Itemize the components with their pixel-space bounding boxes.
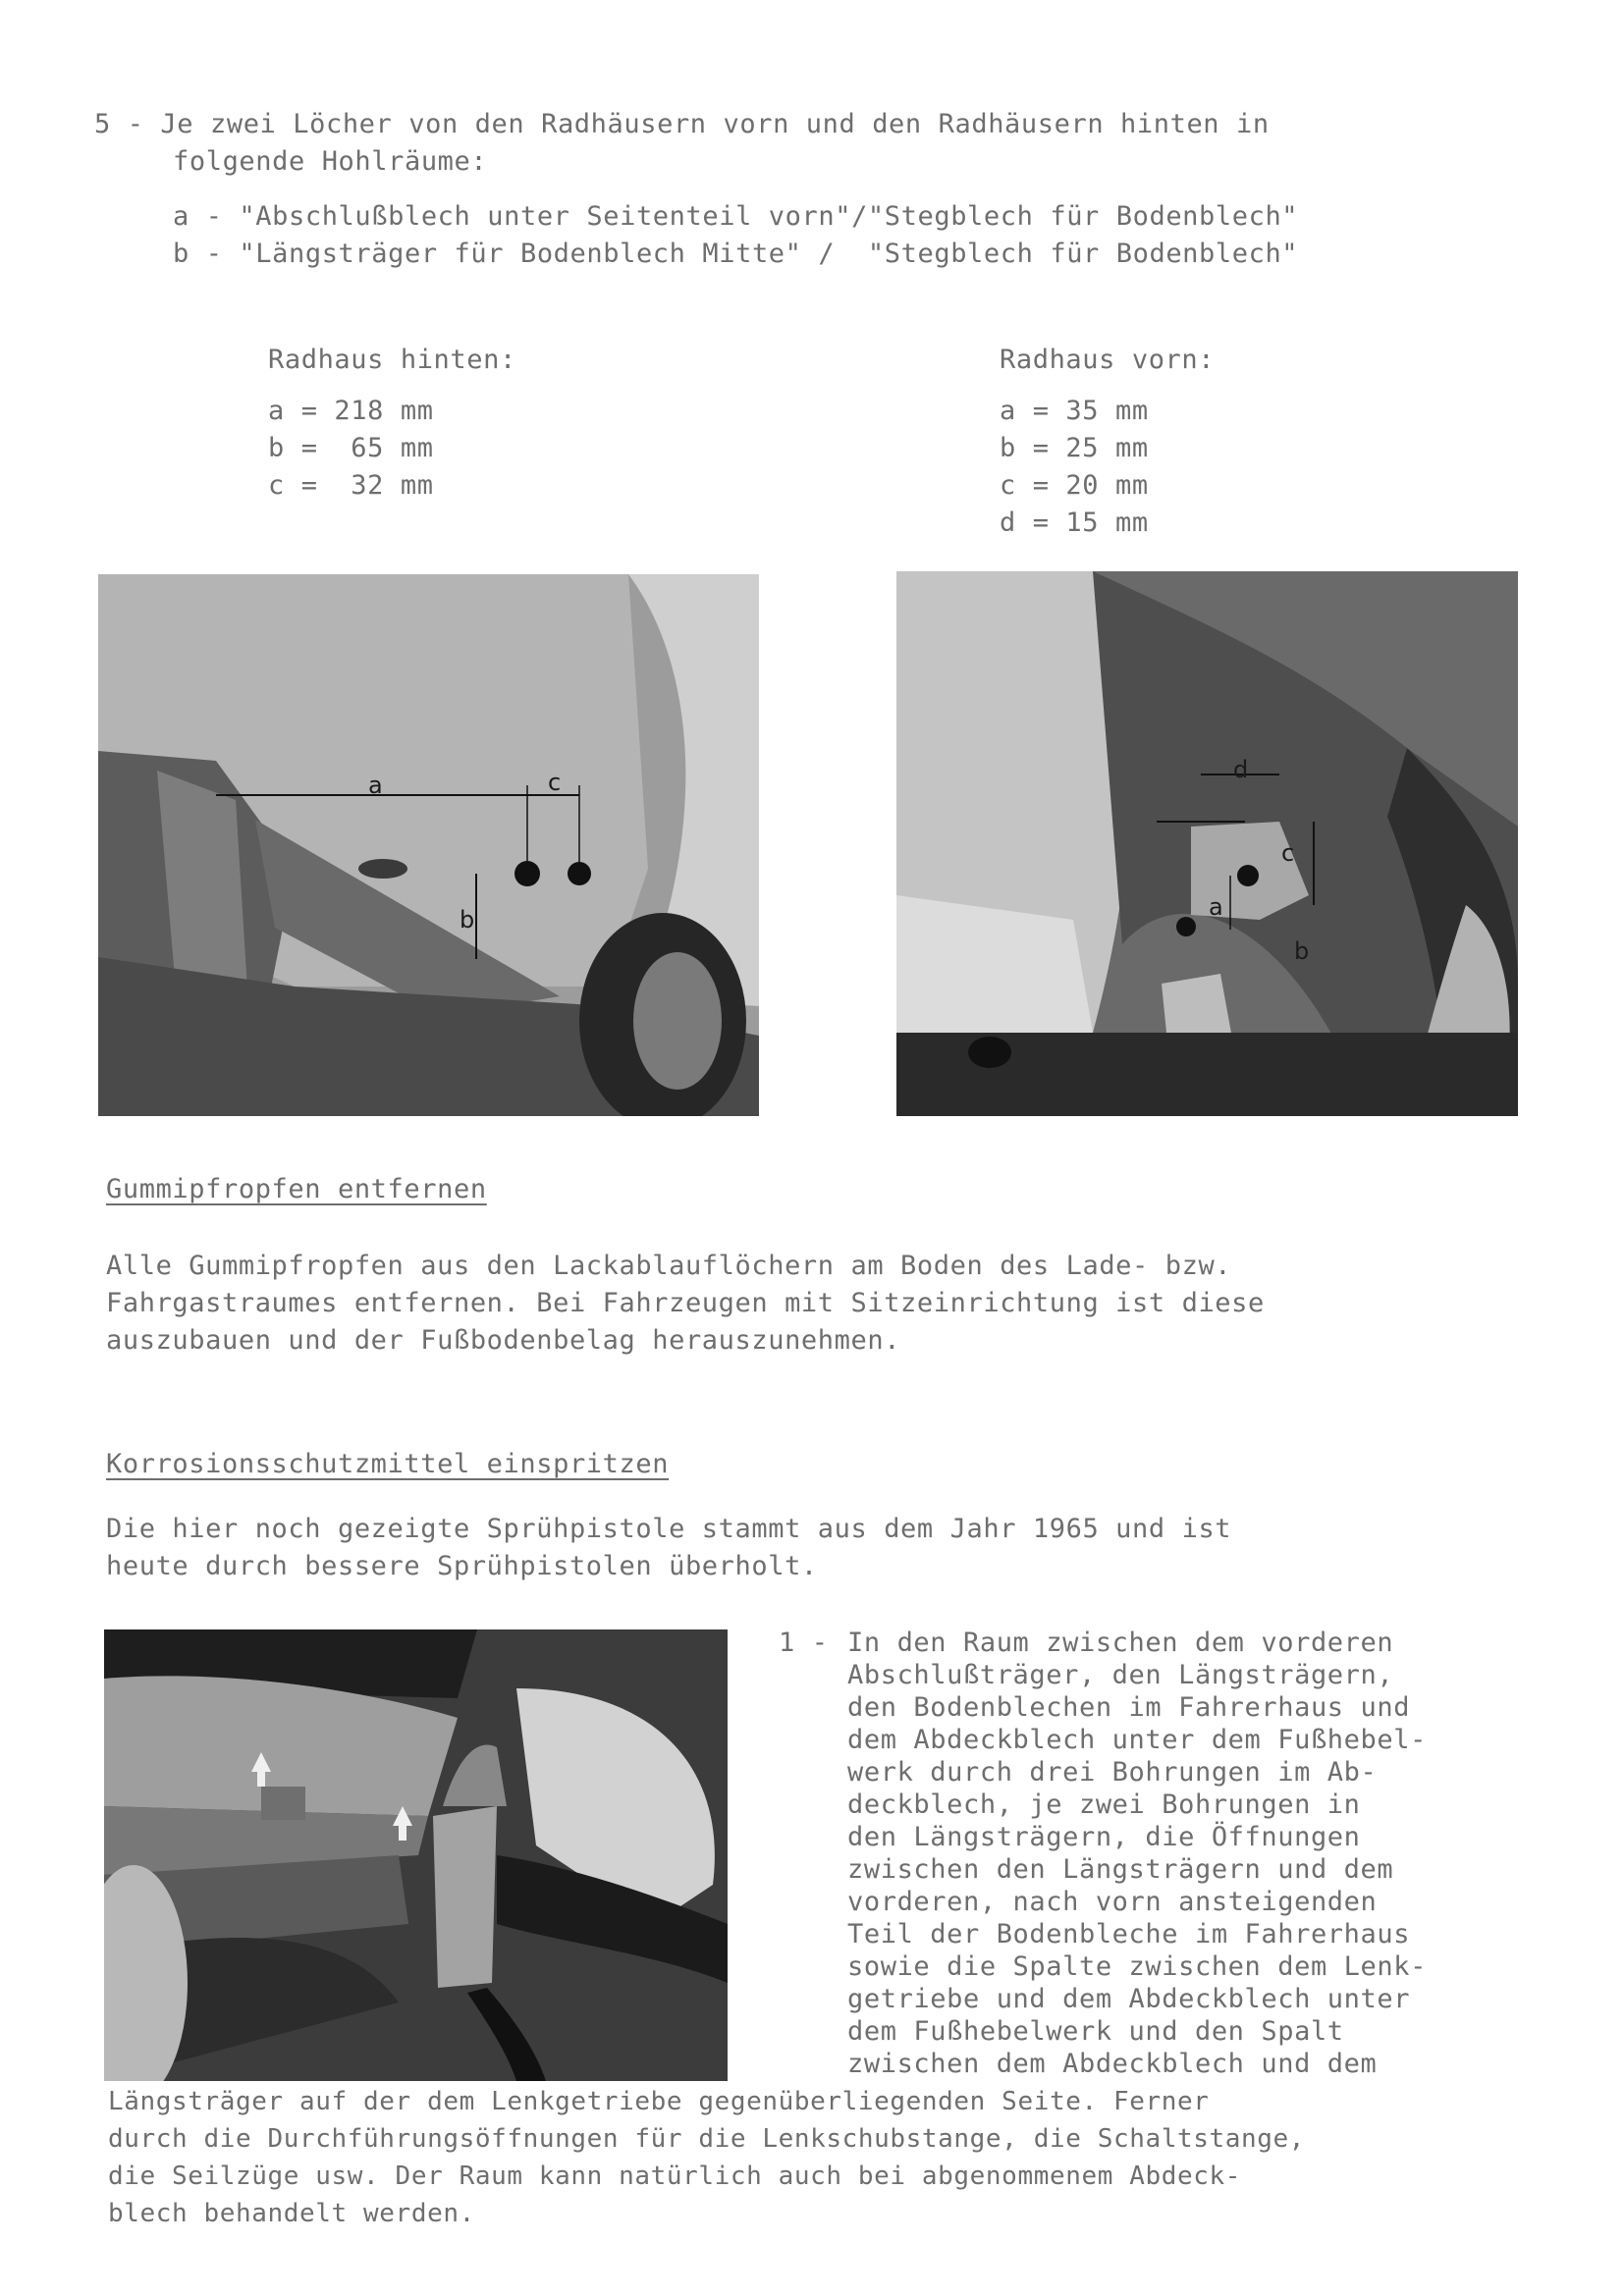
step1-full-line: blech behandelt werden.	[108, 2199, 475, 2228]
front-photo-label-b: b	[1294, 937, 1310, 965]
step1-side-line: dem Fußhebelwerk und den Spalt	[847, 2016, 1344, 2047]
step1-number: 1 -	[779, 1628, 829, 1658]
step1-side-line: In den Raum zwischen dem vorderen	[847, 1628, 1394, 1658]
step1-full-line: Längsträger auf der dem Lenkgetriebe gegenüberliegenden Seite. Ferner	[108, 2087, 1210, 2116]
spray-gun-photo	[104, 1629, 728, 2081]
front-measure-a: a = 35 mm	[1000, 396, 1149, 426]
front-measure-c: c = 20 mm	[1000, 470, 1149, 501]
step1-side-line: deckblech, je zwei Bohrungen in	[847, 1789, 1361, 1820]
plugs-heading: Gummipfropfen entfernen	[106, 1174, 487, 1204]
step1-side-line: sowie die Spalte zwischen dem Lenk-	[847, 1951, 1427, 1982]
step1-side-line: getriebe und dem Abdeckblech unter	[847, 1984, 1411, 2014]
rear-measure-c: c = 32 mm	[268, 470, 434, 501]
step5-item-a: a - "Abschlußblech unter Seitenteil vorn"/"Stegblech für Bodenblech"	[173, 201, 1299, 232]
step1-side-line: werk durch drei Bohrungen im Ab-	[847, 1757, 1378, 1788]
plugs-line: Alle Gummipfropfen aus den Lackablauflöchern am Boden des Lade- bzw.	[106, 1251, 1232, 1281]
step1-side-line: Abschlußträger, den Längsträgern,	[847, 1660, 1394, 1690]
rear-photo-label-b: b	[460, 906, 475, 934]
spray-heading: Korrosionsschutzmittel einspritzen	[106, 1449, 670, 1479]
front-wheelhouse-photo	[896, 571, 1518, 1116]
rear-photo-label-c: c	[548, 769, 562, 796]
front-measure-d: d = 15 mm	[1000, 507, 1149, 538]
rear-wheelhouse-photo	[98, 574, 759, 1116]
step1-side-line: zwischen den Längsträgern und dem	[847, 1854, 1394, 1885]
step5-intro-line2: folgende Hohlräume:	[173, 146, 488, 177]
spray-line: Die hier noch gezeigte Sprühpistole stammt aus dem Jahr 1965 und ist	[106, 1514, 1232, 1544]
rear-photo-label-a: a	[368, 772, 383, 799]
rear-wheelhouse-title: Radhaus hinten:	[268, 345, 516, 375]
step5-intro-line1: 5 - Je zwei Löcher von den Radhäusern vorn und den Radhäusern hinten in	[94, 109, 1270, 139]
rear-measure-b: b = 65 mm	[268, 433, 434, 463]
plugs-line: Fahrgastraumes entfernen. Bei Fahrzeugen mit Sitzeinrichtung ist diese	[106, 1288, 1265, 1318]
step5-item-b: b - "Längsträger für Bodenblech Mitte" / "Stegblech für Bodenblech"	[173, 239, 1299, 269]
front-measure-b: b = 25 mm	[1000, 433, 1149, 463]
spray-line: heute durch bessere Sprühpistolen überholt.	[106, 1551, 818, 1581]
step1-side-line: dem Abdeckblech unter dem Fußhebel-	[847, 1725, 1427, 1755]
step1-side-line: zwischen dem Abdeckblech und dem	[847, 2049, 1378, 2079]
front-photo-label-a: a	[1209, 893, 1223, 921]
step1-side-line: den Bodenblechen im Fahrerhaus und	[847, 1692, 1411, 1723]
step1-full-line: durch die Durchführungsöffnungen für die Lenkschubstange, die Schaltstange,	[108, 2124, 1305, 2154]
step1-full-line: die Seilzüge usw. Der Raum kann natürlich auch bei abgenommenem Abdeck-	[108, 2162, 1241, 2191]
front-photo-label-c: c	[1281, 839, 1295, 867]
front-photo-label-d: d	[1233, 756, 1249, 783]
step1-side-line: vorderen, nach vorn ansteigenden	[847, 1887, 1378, 1917]
plugs-line: auszubauen und der Fußbodenbelag herauszunehmen.	[106, 1325, 901, 1356]
step1-side-line: den Längsträgern, die Öffnungen	[847, 1822, 1361, 1852]
step1-side-line: Teil der Bodenbleche im Fahrerhaus	[847, 1919, 1411, 1949]
rear-measure-a: a = 218 mm	[268, 396, 434, 426]
front-wheelhouse-title: Radhaus vorn:	[1000, 345, 1216, 375]
